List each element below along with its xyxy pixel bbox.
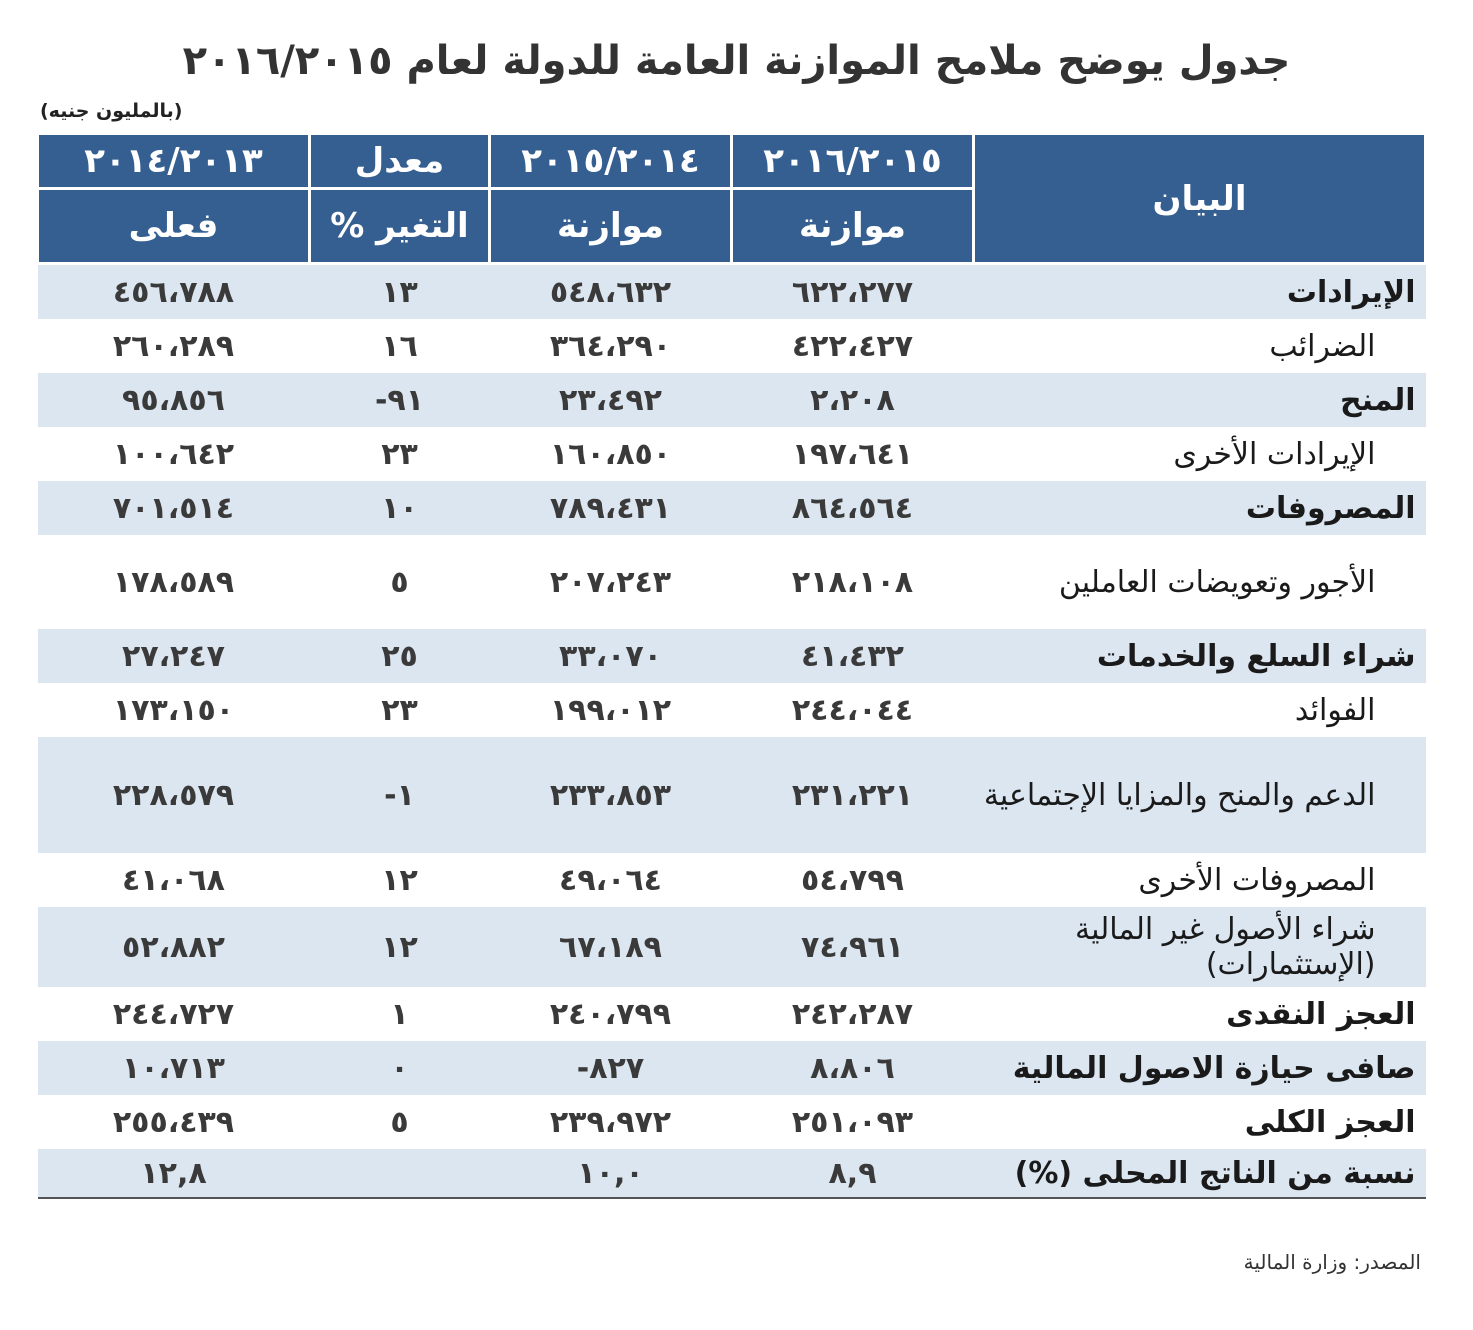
cell-actual-2014: ٢٥٥،٤٣٩ (112, 1104, 235, 1140)
cell-actual-2014: ٤١،٠٦٨ (122, 862, 225, 898)
cell-budget-2016: ٨،٨٠٦ (732, 1041, 974, 1095)
cell-actual-2014: ٢٢٨،٥٧٩ (38, 737, 310, 853)
row-label: المصروفات الأخرى (1138, 862, 1376, 898)
cell-actual-2014: ٢٧،٢٤٧ (38, 629, 310, 683)
table-row (38, 683, 1426, 737)
cell-change: ٠ (310, 1041, 490, 1095)
cell-actual-2014: ٥٢،٨٨٢ (38, 907, 310, 987)
row-label: المنح (974, 373, 1426, 427)
cell-budget-2015: ٧٨٩،٤٣١ (490, 481, 732, 535)
table-row (38, 319, 1426, 373)
cell-budget-2016: ١٩٧،٦٤١ (791, 436, 914, 472)
cell-change: ٢٥ (310, 629, 490, 683)
row-label: شراء السلع والخدمات (974, 629, 1426, 683)
source-note: المصدر: وزارة المالية (1243, 1250, 1421, 1274)
cell-budget-2015: ٢٣٣،٨٥٣ (490, 737, 732, 853)
cell-budget-2016: ٢١٨،١٠٨ (791, 564, 914, 600)
row-label: الضرائب (1269, 328, 1376, 364)
cell-change: ٥ (390, 564, 409, 600)
cell-budget-2015: ٢٠٧،٢٤٣ (549, 564, 672, 600)
budget-table (36, 132, 1427, 1199)
cell-actual-2014: ٩٥،٨٥٦ (38, 373, 310, 427)
cell-change: ١٣ (310, 264, 490, 320)
table-row (38, 737, 1426, 853)
cell-change: ١٢ (310, 907, 490, 987)
cell-actual-2014: ١٢,٨ (38, 1149, 310, 1198)
cell-budget-2015: ١٦٠،٨٥٠ (549, 436, 672, 472)
cell-budget-2015: ٢٣٩،٩٧٢ (549, 1104, 672, 1140)
cell-budget-2015: ١٩٩،٠١٢ (549, 692, 672, 728)
cell-change: ١ (390, 996, 409, 1032)
cell-change: ١٢ (381, 862, 418, 898)
table-row (38, 373, 1426, 427)
table-row (38, 907, 1426, 987)
cell-change: ٢٣ (381, 692, 418, 728)
header-col1-year: ٢٠١٦/٢٠١٥ (732, 134, 974, 189)
cell-actual-2014: ٢٦٠،٢٨٩ (112, 328, 235, 364)
cell-budget-2016: ٤٢٢،٤٢٧ (791, 328, 914, 364)
cell-budget-2015: ٣٣،٠٧٠ (490, 629, 732, 683)
cell-actual-2014: ١٠٠،٦٤٢ (112, 436, 235, 472)
cell-actual-2014: ٧٠١،٥١٤ (38, 481, 310, 535)
table-row (38, 264, 1426, 320)
cell-budget-2015: ٥٤٨،٦٣٢ (490, 264, 732, 320)
table-row (38, 427, 1426, 481)
header-col4-type: فعلى (38, 189, 310, 264)
cell-budget-2016: ٢،٢٠٨ (732, 373, 974, 427)
table-row (38, 1041, 1426, 1095)
row-label: الإيرادات (974, 264, 1426, 320)
row-label: نسبة من الناتج المحلى (%) (974, 1149, 1426, 1198)
cell-budget-2016: ٢٣١،٢٢١ (732, 737, 974, 853)
cell-change: ١٦ (381, 328, 418, 364)
cell-change: ٥ (390, 1104, 409, 1140)
row-label: صافى حيازة الاصول المالية (974, 1041, 1426, 1095)
header-col2-type: موازنة (490, 189, 732, 264)
cell-change: ١- (310, 737, 490, 853)
header-label: البيان (974, 134, 1426, 264)
row-label: الفوائد (1294, 692, 1376, 728)
cell-budget-2016: ٨,٩ (732, 1149, 974, 1198)
cell-budget-2015: ٨٢٧- (490, 1041, 732, 1095)
cell-change: ٢٣ (381, 436, 418, 472)
row-label: المصروفات (974, 481, 1426, 535)
table-row (38, 1149, 1426, 1198)
cell-actual-2014: ١٠،٧١٣ (38, 1041, 310, 1095)
row-label: الدعم والمنح والمزايا الإجتماعية (974, 737, 1426, 853)
header-change-top: معدل (310, 134, 490, 189)
cell-change: ١٠ (310, 481, 490, 535)
cell-budget-2016: ٦٢٢،٢٧٧ (732, 264, 974, 320)
cell-actual-2014: ٤٥٦،٧٨٨ (38, 264, 310, 320)
cell-budget-2015: ٤٩،٠٦٤ (559, 862, 662, 898)
cell-actual-2014: ١٧٣،١٥٠ (112, 692, 235, 728)
table-row (38, 481, 1426, 535)
header-col4-year: ٢٠١٤/٢٠١٣ (38, 134, 310, 189)
cell-budget-2015: ١٠,٠ (490, 1149, 732, 1198)
cell-budget-2015: ٣٦٤،٢٩٠ (549, 328, 672, 364)
cell-budget-2016: ٧٤،٩٦١ (732, 907, 974, 987)
cell-budget-2016: ٢٥١،٠٩٣ (791, 1104, 914, 1140)
row-label: الأجور وتعويضات العاملين (1058, 564, 1376, 600)
cell-budget-2015: ٢٣،٤٩٢ (490, 373, 732, 427)
cell-budget-2016: ٢٤٢،٢٨٧ (791, 996, 914, 1032)
table-row (38, 853, 1426, 907)
unit-note: (بالمليون جنيه) (40, 100, 183, 122)
cell-budget-2015: ٦٧،١٨٩ (490, 907, 732, 987)
table-row (38, 629, 1426, 683)
table-row (38, 987, 1426, 1041)
table-row (38, 535, 1426, 629)
row-label: شراء الأصول غير المالية (الإستثمارات) (974, 907, 1426, 987)
cell-budget-2016: ٤١،٤٣٢ (732, 629, 974, 683)
cell-actual-2014: ١٧٨،٥٨٩ (112, 564, 235, 600)
table-row (38, 1095, 1426, 1149)
cell-change: ٩١- (310, 373, 490, 427)
cell-budget-2016: ٢٤٤،٠٤٤ (791, 692, 914, 728)
page-title: جدول يوضح ملامح الموازنة العامة للدولة لعام ٢٠١٦/٢٠١٥ (182, 38, 1291, 84)
cell-budget-2015: ٢٤٠،٧٩٩ (549, 996, 672, 1032)
header-col2-year: ٢٠١٥/٢٠١٤ (490, 134, 732, 189)
cell-budget-2016: ٨٦٤،٥٦٤ (732, 481, 974, 535)
cell-actual-2014: ٢٤٤،٧٢٧ (112, 996, 235, 1032)
header-col1-type: موازنة (732, 189, 974, 264)
cell-change (310, 1149, 490, 1198)
row-label: العجز النقدى (1226, 996, 1416, 1032)
header-change-bottom: التغير % (310, 189, 490, 264)
row-label: الإيرادات الأخرى (1173, 436, 1376, 472)
row-label: العجز الكلى (1244, 1104, 1416, 1140)
cell-budget-2016: ٥٤،٧٩٩ (801, 862, 904, 898)
